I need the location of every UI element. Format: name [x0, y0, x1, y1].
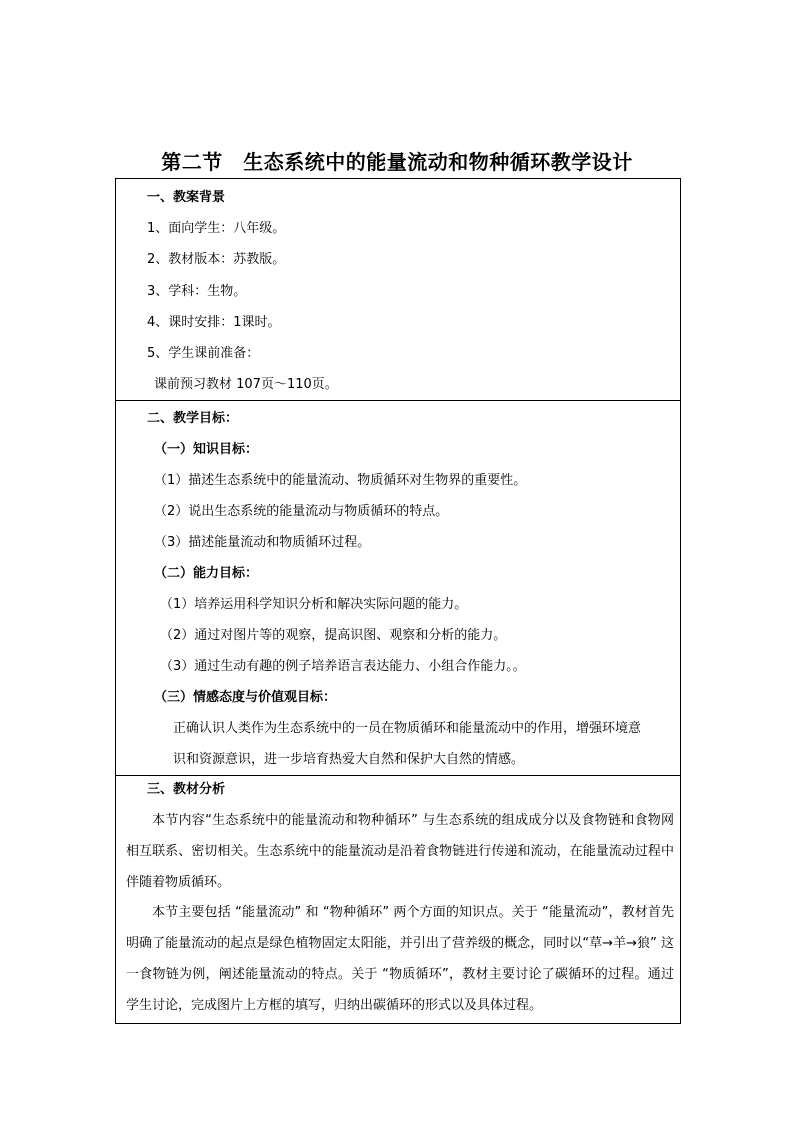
- table-row: [116, 776, 681, 1024]
- section-heading-background: 一、教案背景: [147, 190, 226, 205]
- lesson-plan-table: [115, 178, 681, 1024]
- list-item: 5、学生课前准备：: [147, 346, 260, 361]
- list-item: 3、学科：生物。: [147, 284, 247, 299]
- table-row: [116, 401, 681, 776]
- objectives-cell: [116, 401, 681, 776]
- analysis-paragraph: 本节内容“生态系统中的能量流动和物种循环” 与生态系统的组成成分以及食物链和食物网相互联系、密切相关。生态系统中的能量流动是沿着食物链进行传递和流动，在能量流动过程中伴随着物质循环。: [126, 813, 674, 890]
- knowledge-heading: （一）知识目标：: [154, 442, 259, 457]
- prep-detail: 课前预习教材 107页～110页。: [154, 377, 338, 392]
- list-item: 2、教材版本：苏教版。: [147, 252, 286, 267]
- attitude-heading: （三）情感态度与价值观目标：: [154, 690, 337, 705]
- analysis-cell: [116, 776, 681, 1024]
- list-item: （1）培养运用科学知识分析和解决实际问题的能力。: [160, 597, 468, 612]
- list-item: （2）说出生态系统的能量流动与物质循环的特点。: [154, 504, 449, 519]
- list-item: （2）通过对图片等的观察，提高识图、观察和分析的能力。: [160, 628, 507, 643]
- ability-heading: （二）能力目标：: [154, 566, 259, 581]
- list-item: （1）描述生态系统中的能量流动、物质循环对生物界的重要性。: [154, 473, 527, 488]
- attitude-text-line: 识和资源意识，进一步培育热爱大自然和保护大自然的情感。: [173, 752, 525, 767]
- section-heading-objectives: 二、教学目标：: [147, 411, 239, 426]
- list-item: 1、面向学生：八年级。: [147, 221, 286, 236]
- analysis-paragraph: 本节主要包括 “能量流动” 和 “物种循环” 两个方面的知识点。关于 “能量流动”，教材首先明确了能量流动的起点是绿色植物固定太阳能，并引出了营养级的概念，同时以“草→羊→狼” 这一食物链为例，阐述能量流动的特点。关于 “物质循环”，教材主要讨论了碳循环的过程。通过学生讨论，完成图片上方框的填写，归纳出碳循环的形式以及具体过程。: [126, 905, 674, 1013]
- document-title: 第二节 生态系统中的能量流动和物种循环教学设计: [161, 150, 633, 174]
- list-item: 4、课时安排：1课时。: [147, 315, 281, 330]
- table-row: [116, 179, 681, 401]
- list-item: （3）描述能量流动和物质循环过程。: [154, 535, 371, 550]
- list-item: （3）通过生动有趣的例子培养语言表达能力、小组合作能力。。: [160, 659, 526, 674]
- section-heading-analysis: 三、教材分析: [147, 782, 226, 797]
- attitude-text-line: 正确认识人类作为生态系统中的一员在物质循环和能量流动中的作用，增强环境意: [173, 721, 642, 736]
- background-cell: [116, 179, 681, 401]
